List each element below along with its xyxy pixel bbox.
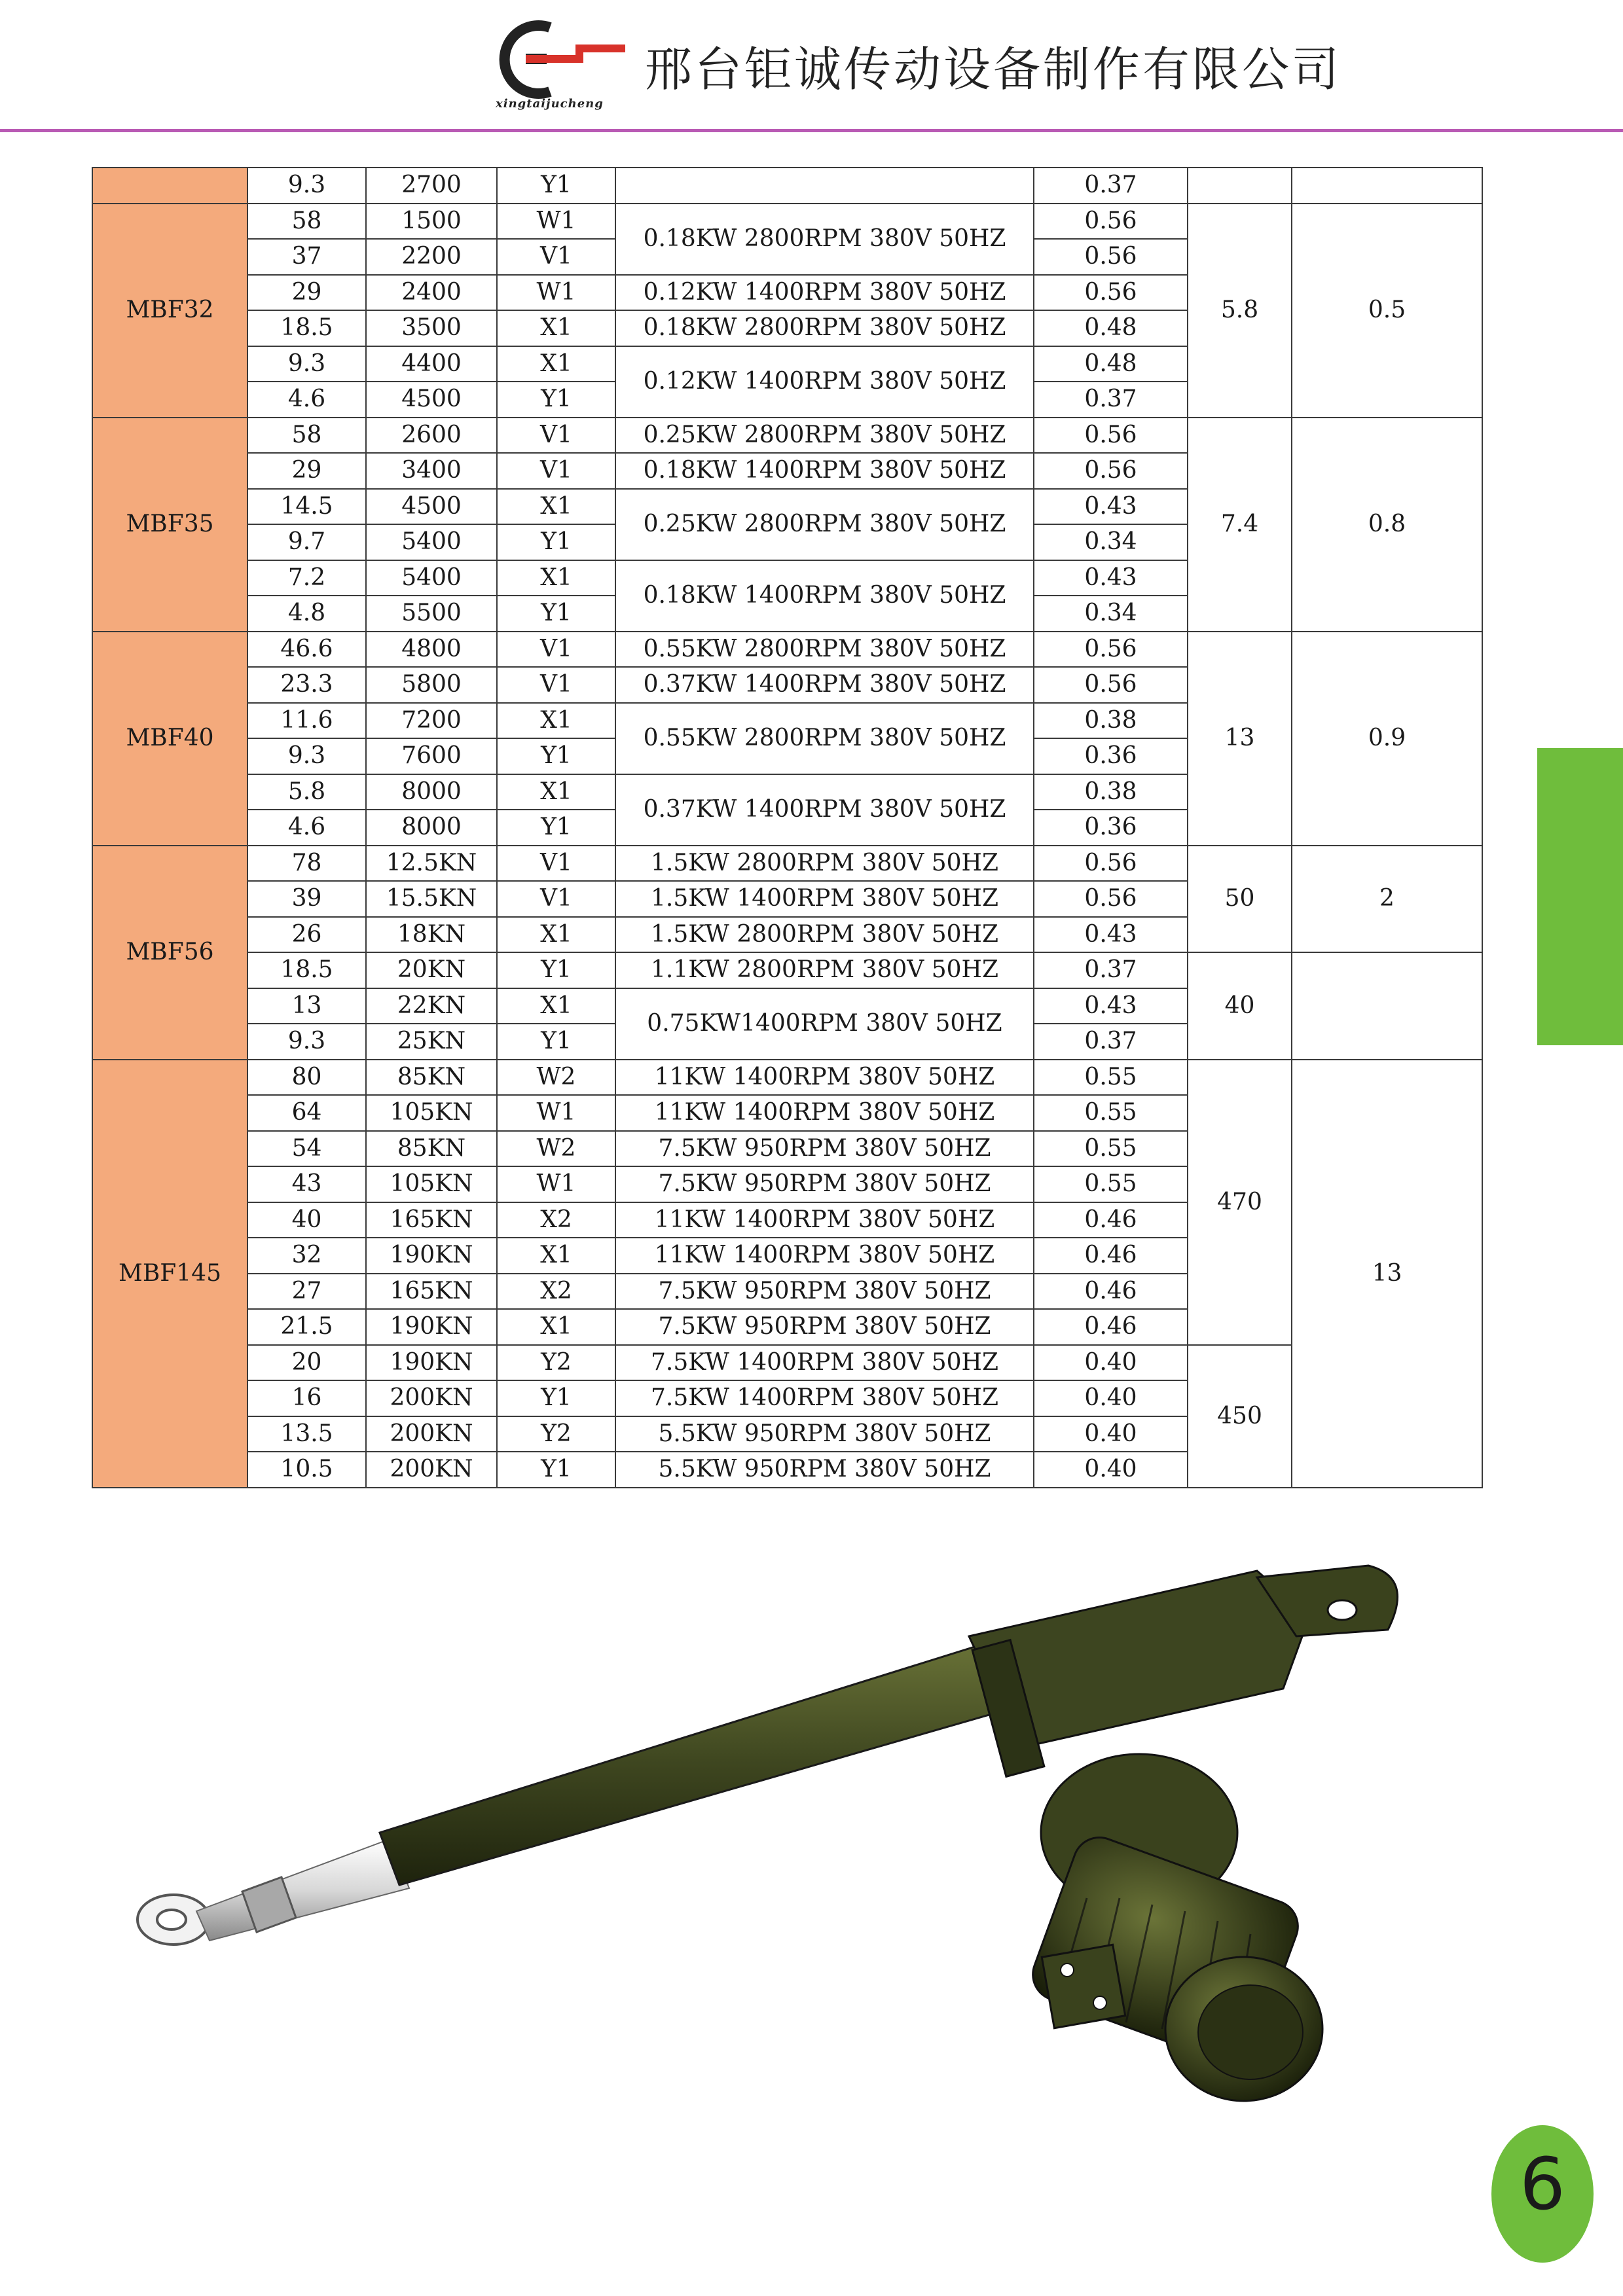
code-cell: W2 [497, 1060, 615, 1096]
thrust-cell: 200KN [366, 1380, 497, 1416]
weight-cell: 470 [1188, 1060, 1292, 1345]
thrust-cell: 5400 [366, 560, 497, 596]
thrust-cell: 5400 [366, 524, 497, 560]
code-cell: X1 [497, 1238, 615, 1274]
motor-cell: 7.5KW 950RPM 380V 50HZ [615, 1166, 1034, 1202]
thrust-cell: 190KN [366, 1238, 497, 1274]
motor-cell: 7.5KW 1400RPM 380V 50HZ [615, 1380, 1034, 1416]
code-cell: Y1 [497, 382, 615, 418]
code-cell: X1 [497, 703, 615, 739]
speed-cell: 9.3 [247, 1024, 366, 1060]
table-row [92, 632, 1482, 668]
code-cell: X1 [497, 774, 615, 810]
efficiency-cell: 0.46 [1034, 1274, 1188, 1310]
code-cell: V1 [497, 667, 615, 703]
model-name-cell: MBF40 [92, 632, 247, 846]
efficiency-cell: 0.34 [1034, 524, 1188, 560]
efficiency-cell: 0.56 [1034, 632, 1188, 668]
thrust-cell: 4800 [366, 632, 497, 668]
speed-cell: 43 [247, 1166, 366, 1202]
thrust-cell: 85KN [366, 1131, 497, 1167]
motor-cell: 7.5KW 950RPM 380V 50HZ [615, 1131, 1034, 1167]
efficiency-cell: 0.48 [1034, 310, 1188, 346]
code-cell: Y1 [497, 168, 615, 204]
efficiency-cell: 0.46 [1034, 1202, 1188, 1238]
table-row [92, 1345, 1482, 1381]
efficiency-cell: 0.46 [1034, 1309, 1188, 1345]
weight-cell: 13 [1188, 632, 1292, 846]
code-cell: X1 [497, 917, 615, 953]
efficiency-cell: 0.56 [1034, 453, 1188, 489]
thrust-cell: 4500 [366, 489, 497, 525]
efficiency-cell: 0.36 [1034, 810, 1188, 846]
thrust-cell: 5500 [366, 596, 497, 632]
speed-cell: 26 [247, 917, 366, 953]
motor-cell: 11KW 1400RPM 380V 50HZ [615, 1202, 1034, 1238]
motor-cell: 0.25KW 2800RPM 380V 50HZ [615, 489, 1034, 560]
speed-cell: 4.6 [247, 810, 366, 846]
thrust-cell: 2600 [366, 418, 497, 454]
table-row [92, 418, 1482, 454]
motor-cell: 0.37KW 1400RPM 380V 50HZ [615, 667, 1034, 703]
page-number-badge [1491, 2125, 1594, 2263]
speed-cell: 54 [247, 1131, 366, 1167]
code-cell: V1 [497, 453, 615, 489]
speed-cell: 9.3 [247, 346, 366, 382]
code-cell: V1 [497, 881, 615, 917]
weight-cell: 450 [1188, 1345, 1292, 1488]
motor-cell: 11KW 1400RPM 380V 50HZ [615, 1095, 1034, 1131]
speed-cell: 46.6 [247, 632, 366, 668]
thrust-cell: 2700 [366, 168, 497, 204]
motor-cell: 7.5KW 950RPM 380V 50HZ [615, 1274, 1034, 1310]
speed-cell: 16 [247, 1380, 366, 1416]
thrust-cell: 2400 [366, 275, 497, 311]
speed-cell: 4.6 [247, 382, 366, 418]
thrust-cell: 2200 [366, 239, 497, 275]
efficiency-cell: 0.46 [1034, 1238, 1188, 1274]
efficiency-cell: 0.40 [1034, 1345, 1188, 1381]
speed-cell: 9.3 [247, 738, 366, 774]
motor-cell: 11KW 1400RPM 380V 50HZ [615, 1238, 1034, 1274]
speed-cell: 7.2 [247, 560, 366, 596]
motor-cell: 0.55KW 2800RPM 380V 50HZ [615, 632, 1034, 668]
code-cell: Y1 [497, 952, 615, 988]
efficiency-cell: 0.37 [1034, 952, 1188, 988]
code-cell: W2 [497, 1131, 615, 1167]
weight-cell [1188, 168, 1292, 204]
code-cell: X2 [497, 1202, 615, 1238]
thrust-cell: 190KN [366, 1309, 497, 1345]
spec-table [92, 167, 1483, 1488]
motor-cell: 1.5KW 1400RPM 380V 50HZ [615, 881, 1034, 917]
efficiency-cell: 0.56 [1034, 418, 1188, 454]
thrust-cell: 3500 [366, 310, 497, 346]
speed-cell: 32 [247, 1238, 366, 1274]
efficiency-cell: 0.40 [1034, 1452, 1188, 1488]
thrust-cell: 200KN [366, 1452, 497, 1488]
efficiency-cell: 0.36 [1034, 738, 1188, 774]
efficiency-cell: 0.43 [1034, 917, 1188, 953]
speed-cell: 78 [247, 846, 366, 882]
speed-cell: 18.5 [247, 952, 366, 988]
code-cell: Y1 [497, 1380, 615, 1416]
speed-cell: 4.8 [247, 596, 366, 632]
weight-cell: 40 [1188, 952, 1292, 1060]
motor-cell: 0.18KW 1400RPM 380V 50HZ [615, 453, 1034, 489]
efficiency-cell: 0.55 [1034, 1131, 1188, 1167]
code-cell: V1 [497, 846, 615, 882]
page-number: 6 [1520, 2142, 1565, 2226]
code-cell: Y1 [497, 1024, 615, 1060]
motor-cell: 0.12KW 1400RPM 380V 50HZ [615, 346, 1034, 418]
speed-cell: 23.3 [247, 667, 366, 703]
code-cell: V1 [497, 418, 615, 454]
code-cell: Y1 [497, 738, 615, 774]
efficiency-cell: 0.56 [1034, 275, 1188, 311]
efficiency-cell: 0.34 [1034, 596, 1188, 632]
motor-cell: 1.5KW 2800RPM 380V 50HZ [615, 846, 1034, 882]
thrust-cell: 22KN [366, 988, 497, 1024]
efficiency-cell: 0.56 [1034, 881, 1188, 917]
thrust-cell: 25KN [366, 1024, 497, 1060]
last-cell: 0.9 [1292, 632, 1482, 846]
motor-cell: 11KW 1400RPM 380V 50HZ [615, 1060, 1034, 1096]
last-cell: 13 [1292, 1060, 1482, 1488]
model-name-cell: MBF56 [92, 846, 247, 1060]
spec-table-body [92, 168, 1482, 1488]
speed-cell: 11.6 [247, 703, 366, 739]
thrust-cell: 12.5KN [366, 846, 497, 882]
thrust-cell: 165KN [366, 1274, 497, 1310]
speed-cell: 20 [247, 1345, 366, 1381]
thrust-cell: 15.5KN [366, 881, 497, 917]
efficiency-cell: 0.37 [1034, 1024, 1188, 1060]
page-header [0, 0, 1623, 131]
speed-cell: 18.5 [247, 310, 366, 346]
code-cell: Y1 [497, 1452, 615, 1488]
efficiency-cell: 0.48 [1034, 346, 1188, 382]
model-name-cell: MBF32 [92, 204, 247, 418]
table-row [92, 168, 1482, 204]
thrust-cell: 4500 [366, 382, 497, 418]
thrust-cell: 4400 [366, 346, 497, 382]
efficiency-cell: 0.56 [1034, 667, 1188, 703]
speed-cell: 40 [247, 1202, 366, 1238]
efficiency-cell: 0.55 [1034, 1095, 1188, 1131]
motor-cell: 0.25KW 2800RPM 380V 50HZ [615, 418, 1034, 454]
last-cell: 2 [1292, 846, 1482, 953]
code-cell: X1 [497, 310, 615, 346]
thrust-cell: 5800 [366, 667, 497, 703]
efficiency-cell: 0.40 [1034, 1380, 1188, 1416]
speed-cell: 37 [247, 239, 366, 275]
speed-cell: 29 [247, 275, 366, 311]
side-tab [1537, 748, 1623, 1045]
last-cell: 0.5 [1292, 204, 1482, 418]
motor-cell: 0.12KW 1400RPM 380V 50HZ [615, 275, 1034, 311]
thrust-cell: 105KN [366, 1166, 497, 1202]
code-cell: Y2 [497, 1345, 615, 1381]
motor-cell [615, 168, 1034, 204]
thrust-cell: 200KN [366, 1416, 497, 1452]
model-name-cell: MBF35 [92, 418, 247, 632]
model-cell [92, 168, 247, 204]
code-cell: Y1 [497, 810, 615, 846]
last-cell: 0.8 [1292, 418, 1482, 632]
efficiency-cell: 0.37 [1034, 382, 1188, 418]
last-cell [1292, 952, 1482, 1060]
motor-cell: 1.1KW 2800RPM 380V 50HZ [615, 952, 1034, 988]
efficiency-cell: 0.43 [1034, 560, 1188, 596]
efficiency-cell: 0.38 [1034, 703, 1188, 739]
speed-cell: 14.5 [247, 489, 366, 525]
efficiency-cell: 0.56 [1034, 239, 1188, 275]
speed-cell: 80 [247, 1060, 366, 1096]
speed-cell: 27 [247, 1274, 366, 1310]
code-cell: X1 [497, 1309, 615, 1345]
speed-cell: 21.5 [247, 1309, 366, 1345]
code-cell: V1 [497, 239, 615, 275]
thrust-cell: 20KN [366, 952, 497, 988]
motor-cell: 0.18KW 2800RPM 380V 50HZ [615, 204, 1034, 275]
thrust-cell: 7600 [366, 738, 497, 774]
last-cell [1292, 168, 1482, 204]
table-row [92, 204, 1482, 240]
thrust-cell: 7200 [366, 703, 497, 739]
efficiency-cell: 0.43 [1034, 988, 1188, 1024]
efficiency-cell: 0.40 [1034, 1416, 1188, 1452]
code-cell: X1 [497, 988, 615, 1024]
code-cell: Y1 [497, 524, 615, 560]
efficiency-cell: 0.56 [1034, 204, 1188, 240]
motor-cell: 0.37KW 1400RPM 380V 50HZ [615, 774, 1034, 846]
code-cell: Y1 [497, 596, 615, 632]
speed-cell: 10.5 [247, 1452, 366, 1488]
motor-cell: 5.5KW 950RPM 380V 50HZ [615, 1416, 1034, 1452]
motor-cell: 0.55KW 2800RPM 380V 50HZ [615, 703, 1034, 774]
motor-cell: 7.5KW 950RPM 380V 50HZ [615, 1309, 1034, 1345]
efficiency-cell: 0.55 [1034, 1166, 1188, 1202]
efficiency-cell: 0.38 [1034, 774, 1188, 810]
thrust-cell: 8000 [366, 774, 497, 810]
speed-cell: 29 [247, 453, 366, 489]
motor-cell: 0.18KW 1400RPM 380V 50HZ [615, 560, 1034, 632]
thrust-cell: 165KN [366, 1202, 497, 1238]
code-cell: V1 [497, 632, 615, 668]
motor-cell: 0.18KW 2800RPM 380V 50HZ [615, 310, 1034, 346]
weight-cell: 50 [1188, 846, 1292, 953]
header-divider [0, 129, 1623, 132]
table-row [92, 952, 1482, 988]
weight-cell: 7.4 [1188, 418, 1292, 632]
speed-cell: 13 [247, 988, 366, 1024]
thrust-cell: 3400 [366, 453, 497, 489]
efficiency-cell: 0.37 [1034, 168, 1188, 204]
speed-cell: 39 [247, 881, 366, 917]
code-cell: X1 [497, 560, 615, 596]
speed-cell: 13.5 [247, 1416, 366, 1452]
model-name-cell: MBF145 [92, 1060, 247, 1488]
company-name: 邢台钜诚传动设备制作有限公司 [645, 42, 1342, 97]
code-cell: Y2 [497, 1416, 615, 1452]
table-row [92, 846, 1482, 882]
motor-cell: 1.5KW 2800RPM 380V 50HZ [615, 917, 1034, 953]
code-cell: W1 [497, 204, 615, 240]
speed-cell: 64 [247, 1095, 366, 1131]
weight-cell: 5.8 [1188, 204, 1292, 418]
actuator-illustration [131, 1558, 1493, 2134]
motor-cell: 7.5KW 1400RPM 380V 50HZ [615, 1345, 1034, 1381]
motor-cell: 5.5KW 950RPM 380V 50HZ [615, 1452, 1034, 1488]
efficiency-cell: 0.55 [1034, 1060, 1188, 1096]
table-row [92, 1060, 1482, 1096]
efficiency-cell: 0.56 [1034, 846, 1188, 882]
thrust-cell: 85KN [366, 1060, 497, 1096]
code-cell: W1 [497, 1166, 615, 1202]
thrust-cell: 190KN [366, 1345, 497, 1381]
logo-text: xingtaijucheng [496, 97, 604, 111]
code-cell: X1 [497, 346, 615, 382]
code-cell: W1 [497, 1095, 615, 1131]
thrust-cell: 8000 [366, 810, 497, 846]
code-cell: X2 [497, 1274, 615, 1310]
thrust-cell: 1500 [366, 204, 497, 240]
speed-cell: 58 [247, 204, 366, 240]
code-cell: X1 [497, 489, 615, 525]
speed-cell: 58 [247, 418, 366, 454]
efficiency-cell: 0.43 [1034, 489, 1188, 525]
speed-cell: 9.7 [247, 524, 366, 560]
thrust-cell: 18KN [366, 917, 497, 953]
speed-cell: 5.8 [247, 774, 366, 810]
speed-cell: 9.3 [247, 168, 366, 204]
code-cell: W1 [497, 275, 615, 311]
thrust-cell: 105KN [366, 1095, 497, 1131]
motor-cell: 0.75KW1400RPM 380V 50HZ [615, 988, 1034, 1060]
